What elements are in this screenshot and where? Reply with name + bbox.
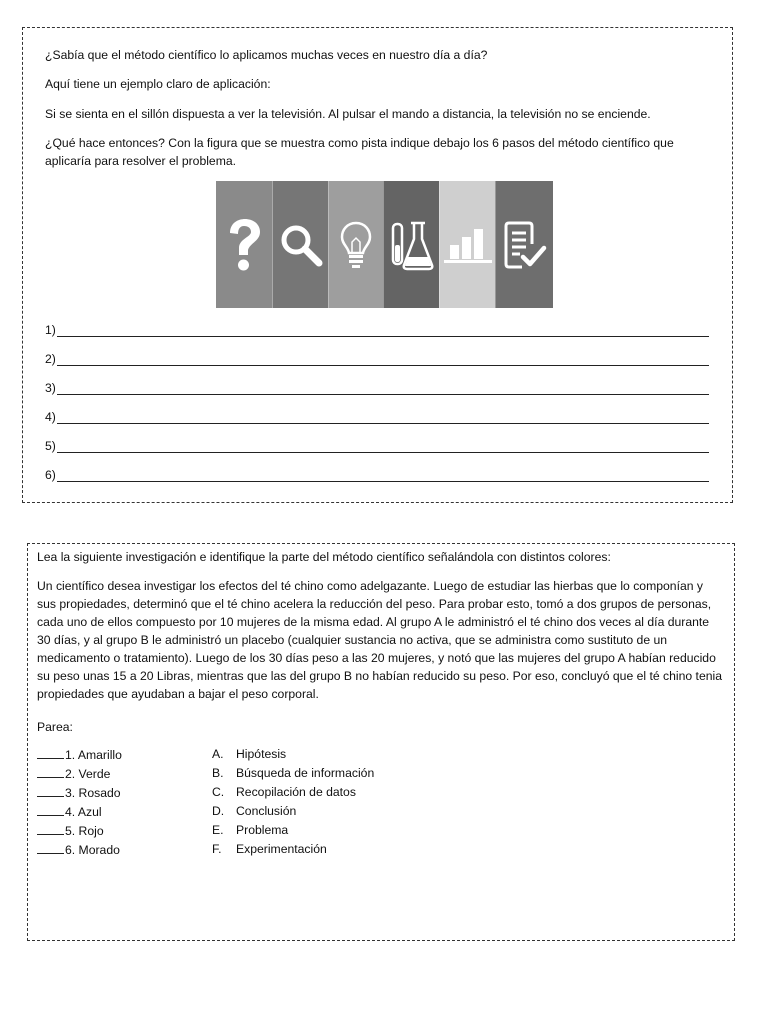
- method-part-item: [212, 821, 288, 839]
- color-label: 1. Amarillo: [65, 748, 122, 762]
- answer-blank[interactable]: [57, 411, 709, 424]
- answer-number: 1): [45, 323, 56, 337]
- lab-flasks-icon: [383, 181, 439, 308]
- intro-text: ¿Sabía que el método científico lo aplicamos muchas veces en nuestro día a día?: [45, 48, 488, 62]
- option-letter: F.: [212, 842, 222, 856]
- match-label: Parea:: [37, 720, 73, 734]
- method-part-item: [212, 802, 296, 820]
- method-part-label: Hipótesis: [236, 747, 287, 761]
- answer-number: 3): [45, 381, 56, 395]
- method-part-label: Búsqueda de información: [236, 766, 375, 780]
- option-letter: C.: [212, 785, 225, 799]
- color-label: 6. Morado: [65, 843, 120, 857]
- answer-line-4[interactable]: [45, 406, 709, 424]
- method-part-item: [212, 764, 374, 782]
- answer-blank[interactable]: [57, 469, 709, 482]
- scientific-method-figure: [216, 181, 553, 308]
- magnifier-icon: [272, 181, 328, 308]
- answer-blank[interactable]: [57, 382, 709, 395]
- checklist-icon: [495, 181, 553, 308]
- method-part-label: Experimentación: [236, 842, 327, 856]
- match-blank[interactable]: [37, 804, 64, 816]
- answer-line-3[interactable]: [45, 377, 709, 395]
- option-letter: E.: [212, 823, 224, 837]
- answer-number: 4): [45, 410, 56, 424]
- answer-number: 2): [45, 352, 56, 366]
- match-blank[interactable]: [37, 823, 64, 835]
- method-part-label: Problema: [236, 823, 289, 837]
- color-item[interactable]: [37, 765, 110, 783]
- lightbulb-icon: [328, 181, 383, 308]
- method-part-item: [212, 783, 356, 801]
- answer-line-1[interactable]: [45, 319, 709, 337]
- color-label: 3. Rosado: [65, 786, 121, 800]
- activity-box-2: [27, 543, 735, 941]
- answer-line-2[interactable]: [45, 348, 709, 366]
- match-blank[interactable]: [37, 842, 64, 854]
- instruction-text: Lea la siguiente investigación e identifique la parte del método científico señalándola con distintos colores:: [37, 550, 611, 564]
- activity-box-1: [22, 27, 733, 503]
- match-blank[interactable]: [37, 785, 64, 797]
- method-part-item: [212, 745, 286, 763]
- option-letter: B.: [212, 766, 224, 780]
- color-label: 2. Verde: [65, 767, 111, 781]
- example-label: Aquí tiene un ejemplo claro de aplicación:: [45, 77, 271, 91]
- color-item[interactable]: [37, 803, 102, 821]
- method-part-label: Conclusión: [236, 804, 297, 818]
- question-text: ¿Qué hace entonces? Con la figura que se muestra como pista indique debajo los 6 pasos del método científico que aplicaría para resolver el problema.: [45, 136, 674, 168]
- color-item[interactable]: [37, 784, 121, 802]
- investigation-passage: Un científico desea investigar los efectos del té chino como adelgazante. Luego de estudiar las hierbas que lo componían y sus propiedades, determinó que el té chino acelera la reducción del peso. Para probar esto, tomó a dos grupos de personas, cada uno de ellos compuesto por 10 mujeres de la misma edad. Al grupo A le administró el té chino dos veces al día durante 30 días, y al grupo B le administró un placebo (cualquier sustancia no activa, que se administra como sustituto de un medicamento o tratamiento). Luego de los 30 días peso a las 20 mujeres, y notó que las mujeres del grupo A habían reducido su peso unas 15 a 20 Libras, mientras que las del grupo B no habían reducido su peso. Por eso, concluyó que el té chino tenia propiedades que ayudaban a bajar el peso corporal.: [37, 579, 722, 701]
- answer-blank[interactable]: [57, 353, 709, 366]
- question-mark-icon: [216, 181, 272, 308]
- method-part-item: [212, 840, 327, 858]
- option-letter: A.: [212, 747, 224, 761]
- match-blank[interactable]: [37, 747, 64, 759]
- answer-blank[interactable]: [57, 324, 709, 337]
- color-label: 5. Rojo: [65, 824, 104, 838]
- answer-number: 5): [45, 439, 56, 453]
- color-item[interactable]: [37, 841, 120, 859]
- answer-blank[interactable]: [57, 440, 709, 453]
- answer-number: 6): [45, 468, 56, 482]
- color-label: 4. Azul: [65, 805, 102, 819]
- match-blank[interactable]: [37, 766, 64, 778]
- answer-line-5[interactable]: [45, 435, 709, 453]
- scenario-text: Si se sienta en el sillón dispuesta a ver la televisión. Al pulsar el mando a distancia, la televisión no se enciende.: [45, 107, 651, 121]
- color-item[interactable]: [37, 746, 122, 764]
- color-item[interactable]: [37, 822, 104, 840]
- option-letter: D.: [212, 804, 225, 818]
- bar-chart-icon: [439, 181, 495, 308]
- answer-line-6[interactable]: [45, 464, 709, 482]
- method-part-label: Recopilación de datos: [236, 785, 356, 799]
